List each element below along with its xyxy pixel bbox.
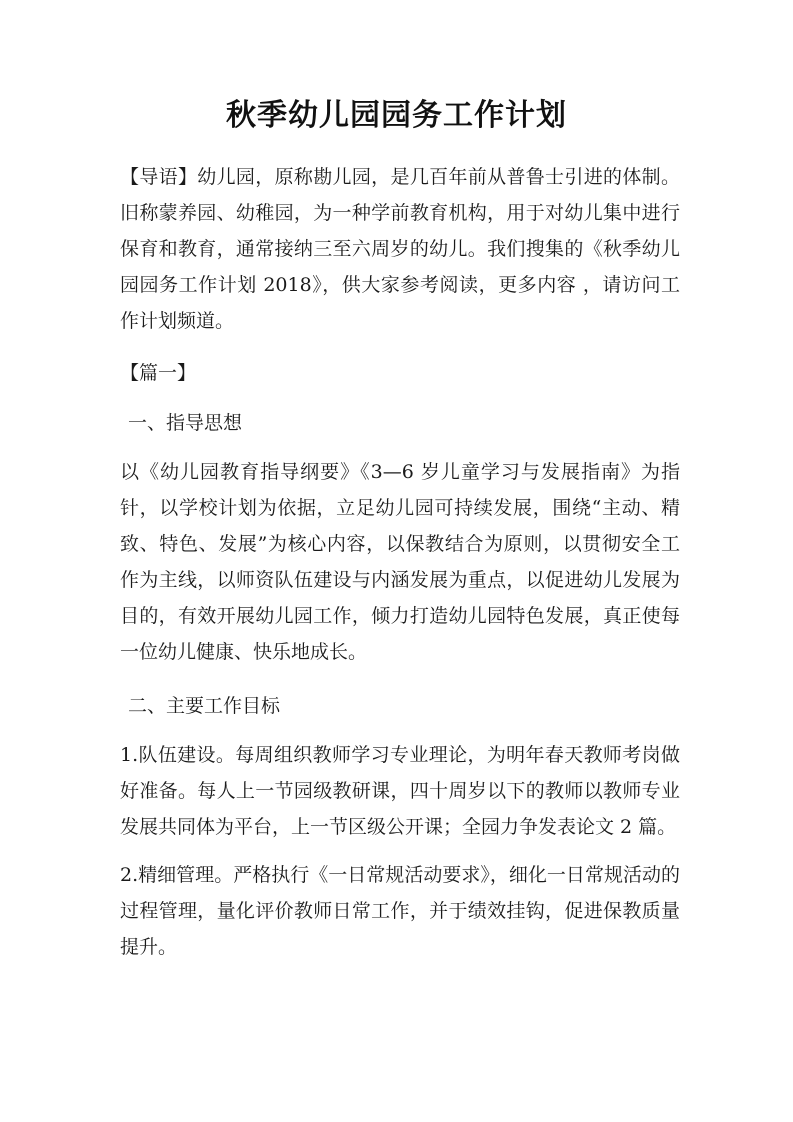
goal-item-team-building: 1.队伍建设。每周组织教师学习专业理论，为明年春天教师考岗做好准备。每人上一节园级教研课，四十周岁以下的教师以教师专业发展共同体为平台，上一节区级公开课；全园力争发表论文 2 篇。 — [120, 744, 680, 838]
heading-main-goals: 二、主要工作目标 — [128, 695, 281, 717]
heading-guiding-ideology: 一、指导思想 — [128, 412, 243, 434]
goal-item-fine-management: 2.精细管理。严格执行《一日常规活动要求》，细化一日常规活动的过程管理，量化评价教师日常工作，并于绩效挂钩，促进保教质量提升。 — [120, 864, 680, 958]
document-title: 秋季幼儿园园务工作计划 — [226, 98, 567, 133]
guiding-ideology-paragraph: 以《幼儿园教育指导纲要》《3—6 岁儿童学习与发展指南》为指针，以学校计划为依据，立足幼儿园可持续发展，围绕“主动、精致、特色、发展”为核心内容，以保教结合为原则，以贯彻安全工作为主线，以师资队伍建设与内涵发展为重点，以促进幼儿发展为目的，有效开展幼儿园工作，倾力打造幼儿园特色发展，真正使每一位幼儿健康、快乐地成长。 — [120, 461, 680, 663]
section-label: 【篇一】 — [120, 362, 197, 384]
intro-paragraph: 【导语】幼儿园，原称勘儿园，是几百年前从普鲁士引进的体制。旧称蒙养园、幼稚园，为一种学前教育机构，用于对幼儿集中进行保育和教育，通常接纳三至六周岁的幼儿。我们搜集的《秋季幼儿园园务工作计划 2018》，供大家参考阅读，更多内容 ，请访问工作计划频道。 — [120, 166, 680, 332]
